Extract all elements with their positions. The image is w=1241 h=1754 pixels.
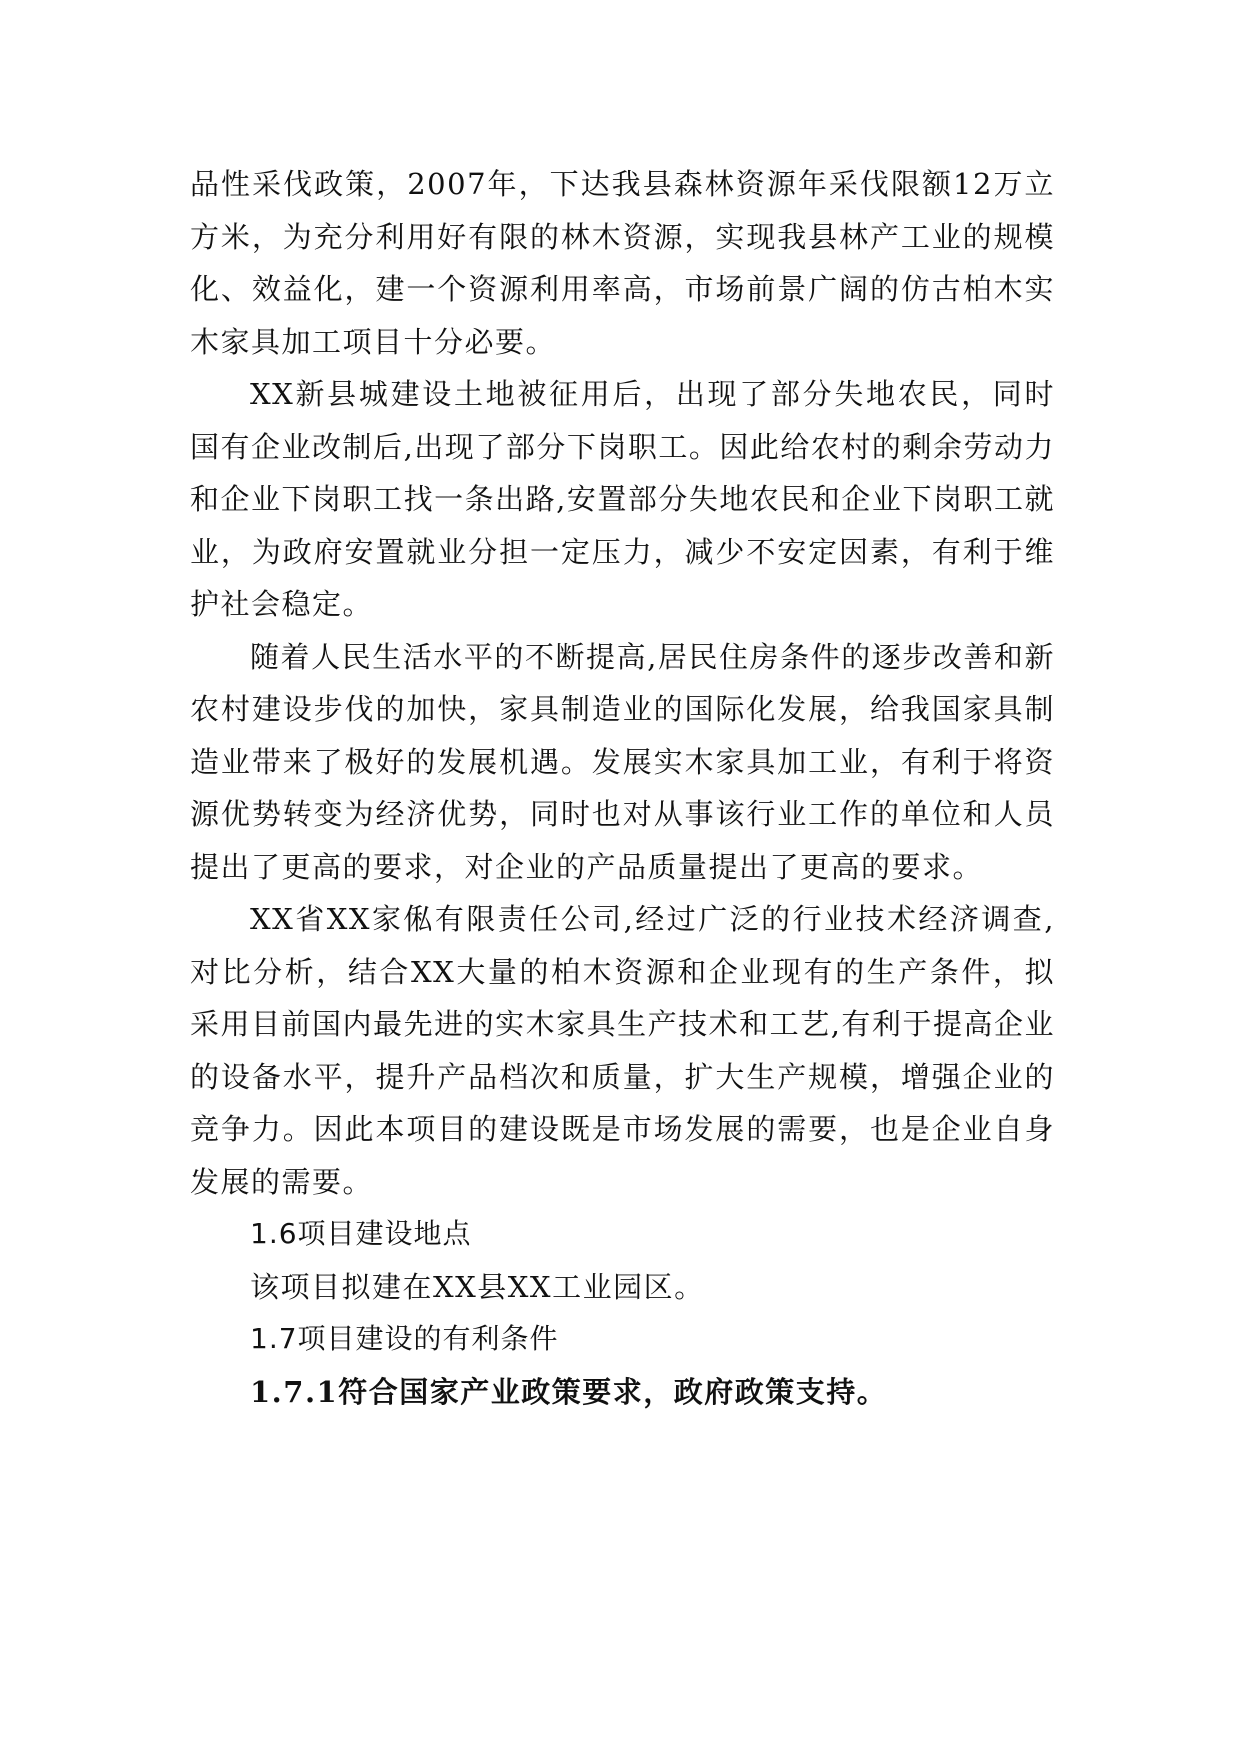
paragraph-project-location: 该项目拟建在XX县XX工业园区。 (250, 1269, 705, 1304)
paragraph-furniture-opportunity: 随着人民生活水平的不断提高,居民住房条件的逐步改善和新农村建设步伐的加快，家具制造业的国际化发展，给我国家具制造业带来了极好的发展机遇。发展实木家具加工业，有利于将资源优势转变为经济优势，同时也对从事该行业工作的单位和人员提出了更高的要求，对企业的产品质量提出了更高的要求。 (190, 639, 1055, 884)
paragraph-company-plan: XX省XX家俬有限责任公司,经过广泛的行业技术经济调查,对比分析，结合XX大量的柏木资源和企业现有的生产条件，拟采用目前国内最先进的实木家具生产技术和工艺,有利于提高企业的设备水平，提升产品档次和质量，扩大生产规模，增强企业的竞争力。因此本项目的建设既是市场发展的需要，也是企业自身发展的需要。 (190, 902, 1055, 1199)
document-body (190, 158, 1055, 1418)
paragraph-continued: 品性采伐政策，2007年，下达我县森林资源年采伐限额12万立方米，为充分利用好有限的林木资源，实现我县林产工业的规模化、效益化，建一个资源利用率高，市场前景广阔的仿古柏木实木家具加工项目十分必要。 (190, 167, 1055, 359)
section-heading-1-7: 1.7项目建设的有利条件 (250, 1322, 559, 1355)
paragraph-displaced-workers: XX新县城建设土地被征用后，出现了部分失地农民，同时国有企业改制后,出现了部分下岗职工。因此给农村的剩余劳动力和企业下岗职工找一条出路,安置部分失地农民和企业下岗职工就业，为政府安置就业分担一定压力，减少不安定因素，有利于维护社会稳定。 (190, 377, 1055, 621)
section-heading-1-7-1: 1.7.1符合国家产业政策要求，政府政策支持。 (250, 1374, 888, 1409)
section-heading-1-6: 1.6项目建设地点 (250, 1217, 472, 1250)
